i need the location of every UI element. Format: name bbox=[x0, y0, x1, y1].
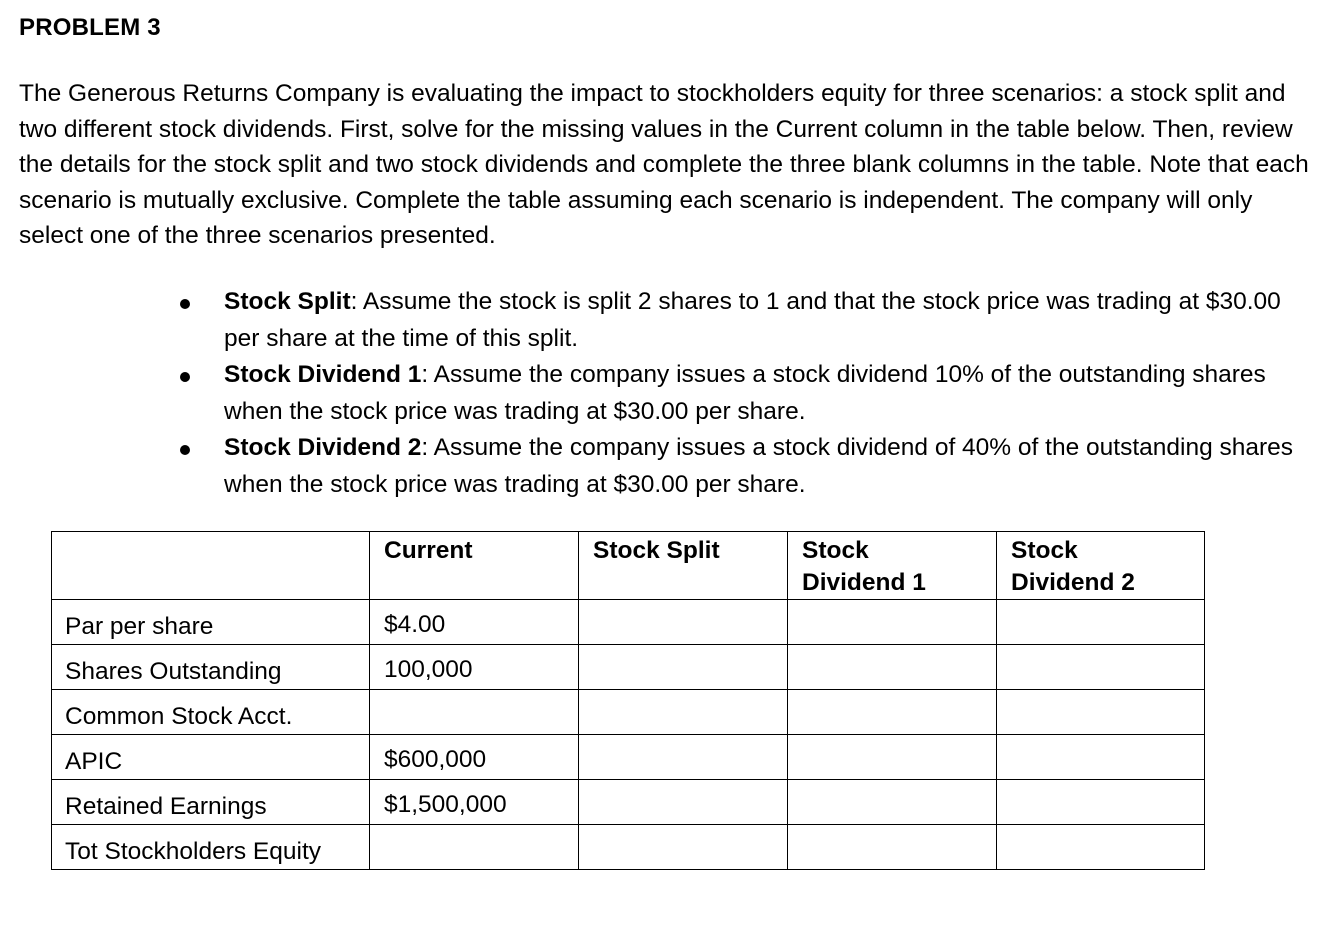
cell-current: $1,500,000 bbox=[370, 780, 579, 825]
table-row bbox=[52, 735, 1205, 780]
cell-current: $600,000 bbox=[370, 735, 579, 780]
table-row bbox=[52, 600, 1205, 645]
cell-stock-dividend-2 bbox=[997, 690, 1205, 735]
equity-table bbox=[51, 531, 1205, 870]
cell-stock-dividend-1 bbox=[788, 825, 997, 870]
scenario-label: Stock Dividend 1 bbox=[224, 361, 422, 388]
cell-stock-dividend-1 bbox=[788, 780, 997, 825]
cell-stock-dividend-1 bbox=[788, 735, 997, 780]
cell-current: 100,000 bbox=[370, 645, 579, 690]
bullet-icon bbox=[180, 372, 190, 382]
table-header-row bbox=[52, 532, 1205, 600]
cell-stock-dividend-2 bbox=[997, 780, 1205, 825]
cell-stock-split bbox=[579, 600, 788, 645]
row-label: Common Stock Acct. bbox=[52, 690, 370, 735]
problem-title: PROBLEM 3 bbox=[19, 14, 161, 41]
scenario-item-stock-dividend-2 bbox=[0, 430, 1304, 503]
cell-stock-dividend-2 bbox=[997, 645, 1205, 690]
row-label: APIC bbox=[52, 735, 370, 780]
row-label: Retained Earnings bbox=[52, 780, 370, 825]
cell-stock-dividend-2 bbox=[997, 600, 1205, 645]
scenario-label: Stock Dividend 2 bbox=[224, 434, 422, 461]
scenario-text: : Assume the company issues a stock dividend 10% of the outstanding shares when the stock price was trading at $30.00 per share. bbox=[224, 361, 1266, 425]
cell-stock-dividend-2 bbox=[997, 735, 1205, 780]
scenario-text: : Assume the company issues a stock dividend of 40% of the outstanding shares when the stock price was trading at $30.00 per share. bbox=[224, 434, 1294, 498]
cell-stock-dividend-2 bbox=[997, 825, 1205, 870]
cell-stock-split bbox=[579, 645, 788, 690]
row-label: Tot Stockholders Equity bbox=[52, 825, 370, 870]
header-stock-dividend-1: Stock Dividend 1 bbox=[788, 532, 997, 600]
cell-stock-split bbox=[579, 735, 788, 780]
cell-current bbox=[370, 690, 579, 735]
header-stock-dividend-2: Stock Dividend 2 bbox=[997, 532, 1205, 600]
cell-current: $4.00 bbox=[370, 600, 579, 645]
cell-stock-split bbox=[579, 780, 788, 825]
header-stock-split: Stock Split bbox=[579, 532, 788, 600]
cell-stock-split bbox=[579, 825, 788, 870]
scenario-item-stock-dividend-1 bbox=[0, 357, 1304, 430]
header-blank bbox=[52, 532, 370, 600]
bullet-icon bbox=[180, 299, 190, 309]
scenario-text: : Assume the stock is split 2 shares to 1 and that the stock price was trading at $30.00 per share at the time of this split. bbox=[224, 288, 1281, 352]
row-label: Par per share bbox=[52, 600, 370, 645]
scenario-item-stock-split bbox=[0, 284, 1304, 357]
cell-stock-dividend-1 bbox=[788, 690, 997, 735]
bullet-icon bbox=[180, 445, 190, 455]
cell-stock-dividend-1 bbox=[788, 645, 997, 690]
scenario-list bbox=[0, 284, 1340, 503]
problem-intro: The Generous Returns Company is evaluating the impact to stockholders equity for three scenarios: a stock split and two different stock dividends. First, solve for the missing values in the Current column in the table below. Then, review the details for the stock split and two stock dividends and complete the three blank columns in the table. Note that each scenario is mutually exclusive. Complete the table assuming each scenario is independent. The company will only select one of the three scenarios presented. bbox=[19, 80, 1309, 250]
cell-stock-dividend-1 bbox=[788, 600, 997, 645]
scenario-label: Stock Split bbox=[224, 288, 351, 315]
table-row bbox=[52, 690, 1205, 735]
cell-stock-split bbox=[579, 690, 788, 735]
table-row bbox=[52, 645, 1205, 690]
header-current: Current bbox=[370, 532, 579, 600]
row-label: Shares Outstanding bbox=[52, 645, 370, 690]
table-row bbox=[52, 825, 1205, 870]
table-row bbox=[52, 780, 1205, 825]
cell-current bbox=[370, 825, 579, 870]
